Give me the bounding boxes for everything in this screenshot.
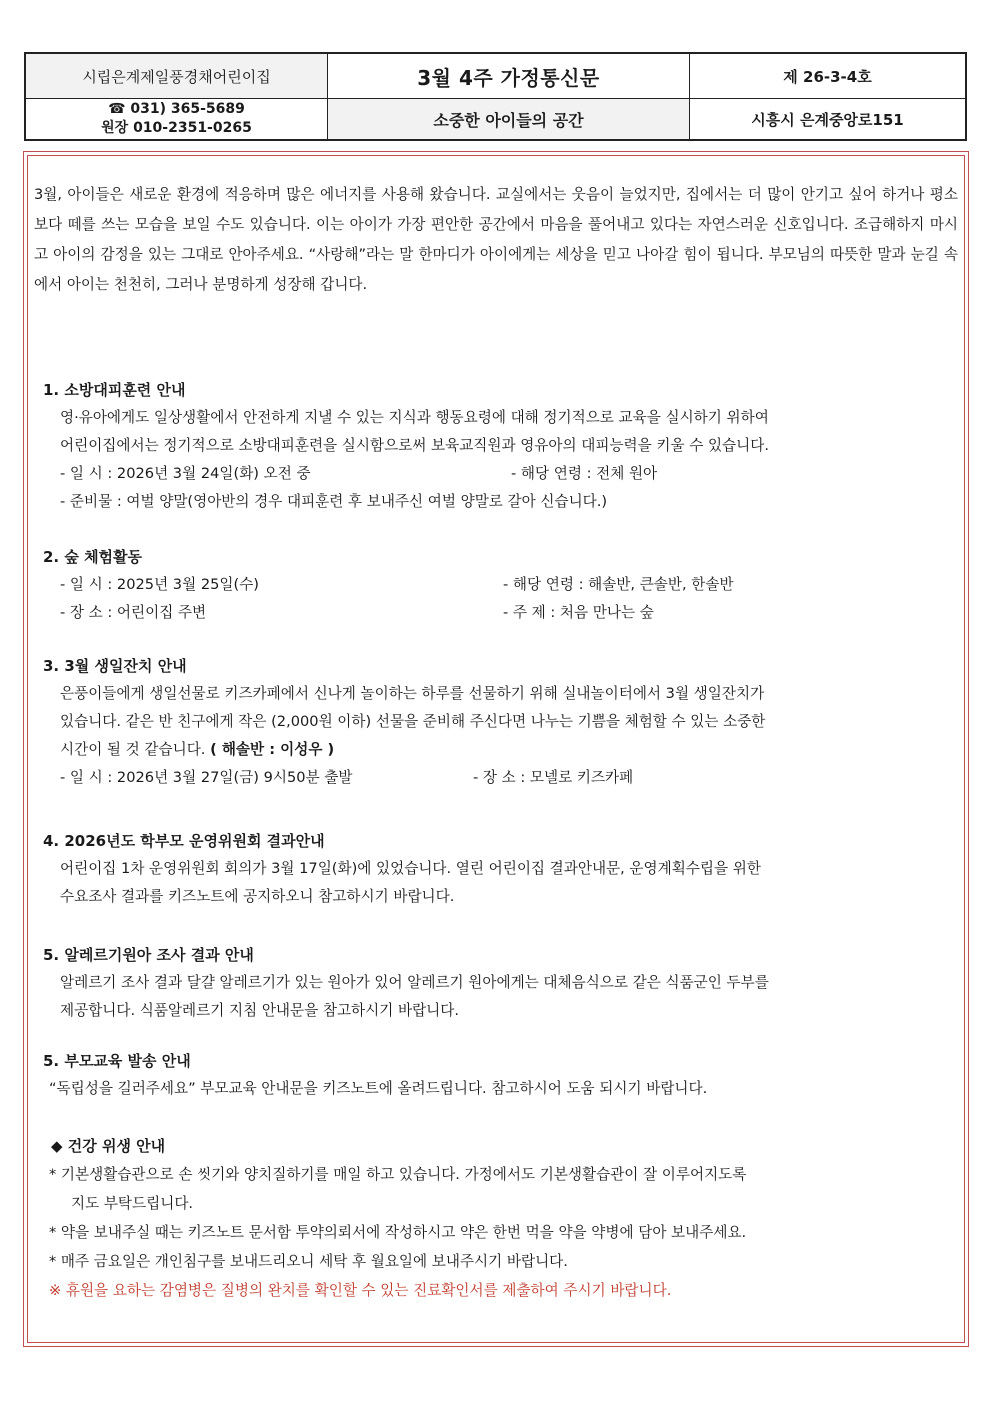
warning-notice: ※ 휴원을 요하는 감염병은 질병의 완치를 확인할 수 있는 진료확인서를 제출하여 주시기 바랍니다. bbox=[49, 1282, 672, 1299]
fire-date: - 일 시 : 2026년 3월 24일(화) 오전 중 bbox=[60, 465, 311, 482]
section-title: 1. 소방대피훈련 안내 bbox=[43, 381, 186, 399]
section-title: 5. 부모교육 발송 안내 bbox=[43, 1052, 191, 1070]
health-title: ◆ 건강 위생 안내 bbox=[51, 1137, 166, 1155]
issue-number: 제 26-3-4호 bbox=[783, 67, 872, 86]
health-item-line: * 기본생활습관으로 손 씻기와 양치질하기를 매일 하고 있습니다. 가정에서도 기본생활습관이 잘 이루어지도록 bbox=[49, 1166, 747, 1183]
info-row bbox=[43, 599, 953, 627]
section-text-line: 영·유아에게도 일상생활에서 안전하게 지낼 수 있는 지식과 행동요령에 대해 정기적으로 교육을 실시하기 위하여 bbox=[60, 409, 769, 426]
issue-cell bbox=[690, 54, 965, 99]
section-text-line: “독립성을 길러주세요” 부모교육 안내문을 키즈노트에 올려드립니다. 참고하시어 도움 되시기 바랍니다. bbox=[49, 1080, 708, 1097]
address-cell bbox=[690, 99, 965, 139]
section-title: 4. 2026년도 학부모 운영위원회 결과안내 bbox=[43, 832, 325, 850]
birthday-date: - 일 시 : 2026년 3월 27일(금) 9시50분 출발 bbox=[60, 769, 353, 786]
health-item-line: 지도 부탁드립니다. bbox=[71, 1195, 194, 1212]
info-row bbox=[43, 488, 953, 516]
intro-paragraph: 3월, 아이들은 새로운 환경에 적응하며 많은 에너지를 사용해 왔습니다. 교실에서는 웃음이 늘었지만, 집에서는 더 많이 안기고 싶어 하거나 평소보다 떼를 쓰는 모습을 보일 수도 있습니다. 이는 아이가 가장 편안한 공간에서 마음을 풀어내고 있다는 자연스러운 신호입니다. 조급해하지 마시고 아이의 감정을 있는 그대로 안아주세요. “사랑해”라는 말 한마디가 아이에게는 세상을 믿고 나아갈 힘이 됩니다. 부모님의 따뜻한 말과 눈길 속에서 아이는 천천히, 그러나 분명하게 성장해 갑니다. bbox=[34, 186, 958, 293]
section-parent-education bbox=[43, 1047, 953, 1103]
subtitle-cell bbox=[328, 99, 690, 139]
section-text-line: 은풍이들에게 생일선물로 키즈카페에서 신나게 놀이하는 하루를 선물하기 위해 실내놀이터에서 3월 생일잔치가 bbox=[60, 685, 765, 702]
newsletter-header bbox=[24, 52, 967, 141]
health-item: * 약을 보내주실 때는 키즈노트 문서함 투약의뢰서에 작성하시고 약은 한번 먹을 약을 약병에 담아 보내주세요. bbox=[49, 1224, 747, 1241]
section-text-line bbox=[43, 736, 953, 764]
info-row bbox=[43, 571, 953, 599]
section-text-line: 어린이집에서는 정기적으로 소방대피훈련을 실시함으로써 보육교직원과 영유아의 대피능력을 키울 수 있습니다. bbox=[60, 437, 769, 454]
info-row bbox=[43, 764, 953, 792]
center-address: 시흥시 은계중앙로151 bbox=[751, 110, 904, 129]
birthday-line3: 시간이 될 것 같습니다. bbox=[60, 741, 206, 758]
section-committee bbox=[43, 827, 953, 911]
contact-cell bbox=[26, 99, 328, 139]
health-item: * 매주 금요일은 개인침구를 보내드리오니 세탁 후 월요일에 보내주시기 바랍니다. bbox=[49, 1253, 568, 1270]
section-text-line: 알레르기 조사 결과 달걀 알레르기가 있는 원아가 있어 알레르기 원아에게는 대체음식으로 같은 식품군인 두부를 bbox=[60, 974, 769, 991]
section-text-line: 제공합니다. 식품알레르기 지침 안내문을 참고하시기 바랍니다. bbox=[60, 1002, 460, 1019]
section-text-line: 어린이집 1차 운영위원회 회의가 3월 17일(화)에 있었습니다. 열린 어린이집 결과안내문, 운영계획수립을 위한 bbox=[60, 860, 761, 877]
forest-place: - 장 소 : 어린이집 주변 bbox=[60, 604, 207, 621]
section-text-line: 있습니다. 같은 반 친구에게 작은 (2,000원 이하) 선물을 준비해 주신다면 나누는 기쁨을 체험할 수 있는 소중한 bbox=[60, 713, 766, 730]
title-cell bbox=[328, 54, 690, 99]
section-title: 2. 숲 체험활동 bbox=[43, 548, 143, 566]
fire-target: - 해당 연령 : 전체 원아 bbox=[511, 465, 658, 482]
center-name: 시립은계제일풍경채어린이집 bbox=[82, 67, 271, 86]
section-fire-drill bbox=[43, 376, 953, 516]
birthday-child: ( 해솔반 : 이성우 ) bbox=[210, 741, 335, 758]
health-item bbox=[43, 1160, 953, 1218]
newsletter-title: 3월 4주 가정통신문 bbox=[417, 65, 600, 90]
newsletter-subtitle: 소중한 아이들의 공간 bbox=[433, 110, 584, 130]
birthday-place: - 장 소 : 모넬로 키즈카페 bbox=[473, 769, 634, 786]
section-allergy bbox=[43, 941, 953, 1025]
section-health bbox=[43, 1132, 953, 1305]
section-title: 5. 알레르기원아 조사 결과 안내 bbox=[43, 946, 254, 964]
forest-date: - 일 시 : 2025년 3월 25일(수) bbox=[60, 576, 259, 593]
info-row bbox=[43, 460, 953, 488]
section-title: 3. 3월 생일잔치 안내 bbox=[43, 657, 187, 675]
phone-number: ☎ 031) 365-5689 bbox=[108, 101, 245, 117]
fire-prep: - 준비물 : 여벌 양말(영아반의 경우 대피훈련 후 보내주신 여벌 양말로 갈아 신습니다.) bbox=[60, 493, 608, 510]
section-text-line: 수요조사 결과를 키즈노트에 공지하오니 참고하시기 바랍니다. bbox=[60, 888, 455, 905]
section-birthday bbox=[43, 652, 953, 792]
center-name-cell bbox=[26, 54, 328, 99]
forest-theme: - 주 제 : 처음 만나는 숲 bbox=[503, 604, 654, 621]
forest-target: - 해당 연령 : 해솔반, 큰솔반, 한솔반 bbox=[503, 576, 734, 593]
director-phone: 원장 010-2351-0265 bbox=[101, 120, 252, 136]
section-forest bbox=[43, 543, 953, 627]
